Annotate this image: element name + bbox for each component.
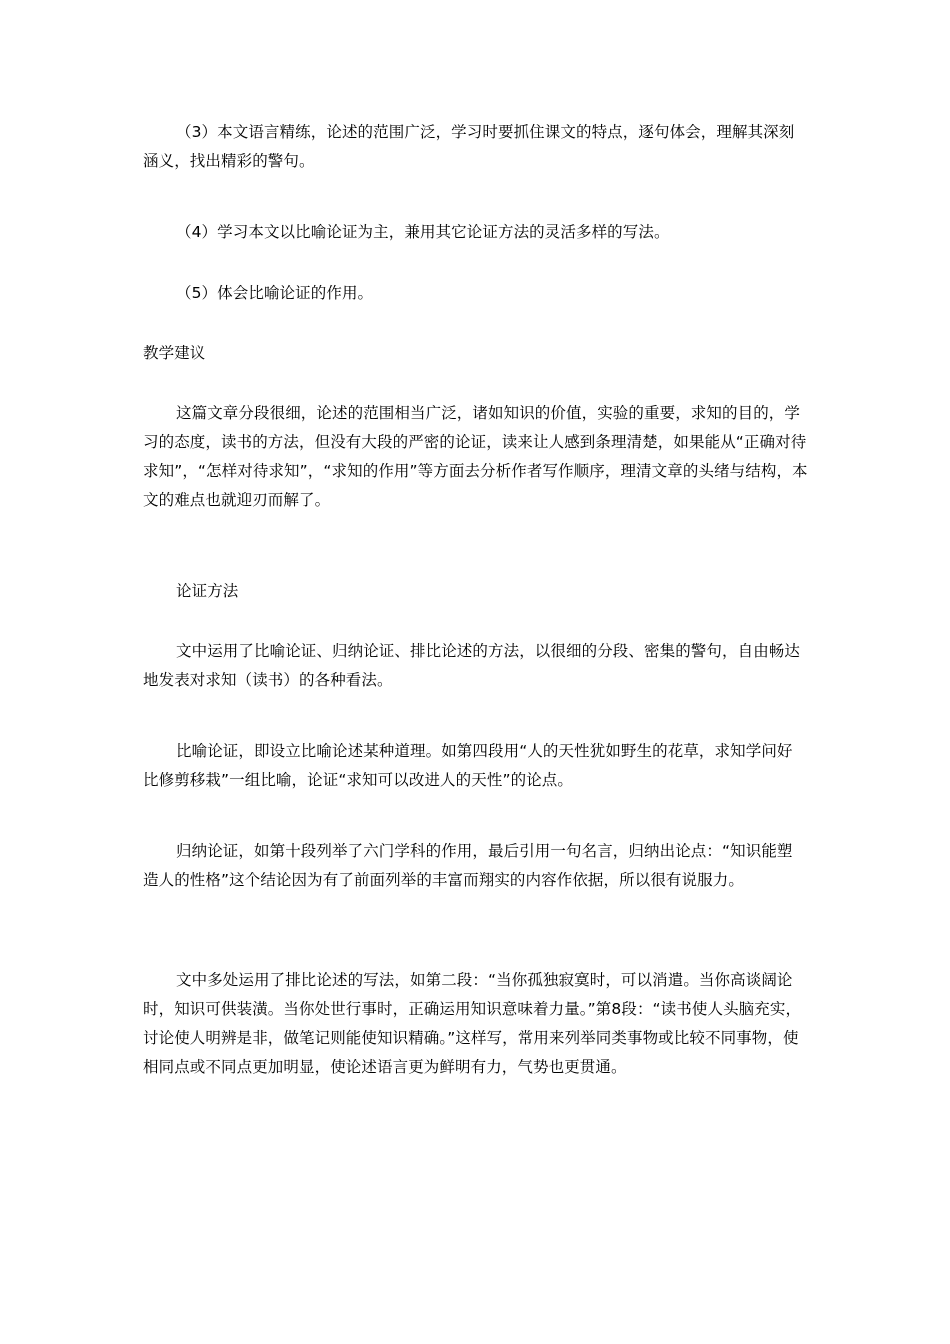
paragraph-metaphor-argument: 比喻论证，即设立比喻论述某种道理。如第四段用“人的天性犹如野生的花草，求知学问好比修剪移栽”一组比喻，论证“求知可以改进人的天性”的论点。 bbox=[143, 742, 793, 789]
paragraph-point-4: （4）学习本文以比喻论证为主，兼用其它论证方法的灵活多样的写法。 bbox=[176, 223, 670, 241]
paragraph-parallelism-argument: 文中多处运用了排比论述的写法，如第二段：“当你孤独寂寞时，可以消遣。当你高谈阔论时，知识可供装潢。当你处世行事时，正确运用知识意味着力量。”第8段：“读书使人头脑充实，讨论使人明辨是非，做笔记则能使知识精确。”这样写，常用来列举同类事物或比较不同事物，使相同点或不同点更加明显，使论述语言更为鲜明有力，气势也更贯通。 bbox=[143, 971, 802, 1076]
paragraph-teaching-suggestions: 这篇文章分段很细，论述的范围相当广泛，诸如知识的价值，实验的重要，求知的目的，学习的态度，读书的方法，但没有大段的严密的论证，读来让人感到条理清楚，如果能从“正确对待求知”，“怎样对待求知”，“求知的作用”等方面去分析作者写作顺序，理清文章的头绪与结构，本文的难点也就迎刃而解了。 bbox=[143, 404, 808, 509]
paragraph-point-3: （3）本文语言精练，论述的范围广泛，学习时要抓住课文的特点，逐句体会，理解其深刻涵义，找出精彩的警句。 bbox=[143, 123, 795, 170]
paragraph-inductive-argument: 归纳论证，如第十段列举了六门学科的作用，最后引用一句名言，归纳出论点：“知识能塑造人的性格”这个结论因为有了前面列举的丰富而翔实的内容作依据，所以很有说服力。 bbox=[143, 842, 793, 889]
section-heading-teaching-suggestions: 教学建议 bbox=[143, 344, 206, 362]
paragraph-methods-overview: 文中运用了比喻论证、归纳论证、排比论述的方法，以很细的分段、密集的警句，自由畅达地发表对求知（读书）的各种看法。 bbox=[143, 642, 801, 689]
paragraph-point-5: （5）体会比喻论证的作用。 bbox=[176, 284, 374, 302]
section-heading-argument-methods: 论证方法 bbox=[176, 582, 239, 600]
